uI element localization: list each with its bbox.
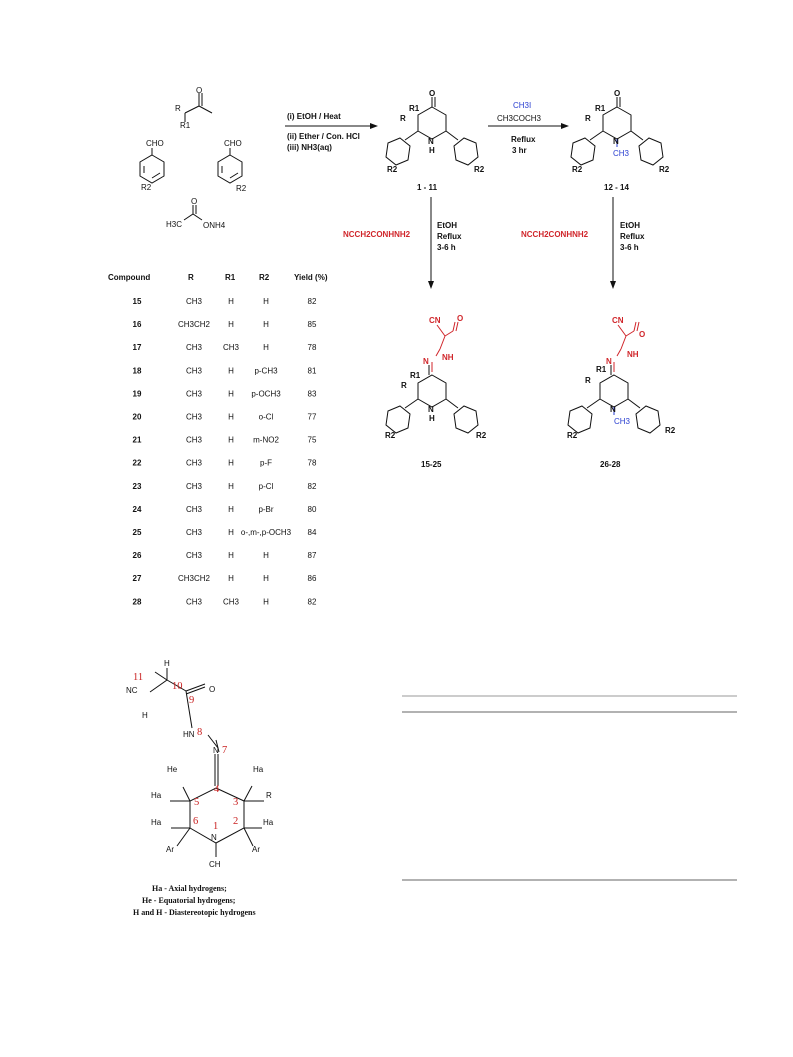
cell-yield: 78 [307, 458, 317, 468]
step1-condition-2: (ii) Ether / Con. HCl [287, 132, 360, 141]
cell-compound: 23 [132, 481, 142, 491]
p2-r1: R1 [596, 365, 607, 374]
hydrazide-arrow-right [521, 197, 645, 289]
num-10: 10 [172, 681, 183, 692]
cell-r: CH3 [185, 343, 203, 353]
num-2: 2 [233, 816, 239, 827]
methylation-reagent: CH3I [513, 101, 532, 110]
table-row [133, 343, 317, 352]
cell-r1: CH3 [222, 597, 240, 607]
cell-r2: p-F [260, 458, 272, 468]
p2-r2-left: R2 [567, 431, 578, 440]
cell-yield: 83 [307, 389, 317, 399]
aldehyde-1 [140, 139, 164, 192]
cell-compound: 17 [132, 343, 142, 353]
p1-o: O [457, 314, 464, 323]
acetate-h3c: H3C [166, 220, 183, 229]
cell-r: CH3CH2 [177, 574, 211, 584]
cell-compound: 24 [132, 504, 142, 514]
product-26-28 [567, 316, 676, 469]
c12-r1: R1 [595, 104, 606, 113]
cell-yield: 87 [307, 551, 317, 561]
cell-r: CH3 [185, 366, 203, 376]
cell-yield: 78 [307, 343, 317, 353]
cell-r: CH3 [185, 481, 203, 491]
hydrazide-reagent-left: NCCH2CONHNH2 [343, 230, 411, 239]
table-row [133, 528, 317, 537]
methylation-solvent: CH3COCH3 [497, 114, 542, 123]
cell-r1: H [228, 412, 234, 422]
header-r: R [188, 273, 194, 282]
aldehyde-2 [218, 139, 247, 193]
atom-ha-3: Ha [253, 765, 264, 774]
table-row [133, 297, 317, 306]
p1-r: R [401, 381, 407, 390]
cell-r2: p-Cl [258, 481, 274, 491]
c12-ch3: CH3 [613, 149, 630, 158]
cell-compound: 22 [132, 458, 142, 468]
cell-r2: p-Br [258, 504, 274, 514]
cell-r1: H [228, 504, 234, 514]
p1-cn: CN [429, 316, 441, 325]
num-5: 5 [194, 797, 200, 808]
legend-axial: Ha - Axial hydrogens; [152, 884, 227, 893]
aldehyde-2-r2: R2 [236, 184, 247, 193]
cell-r1: CH3 [222, 343, 240, 353]
cell-compound: 27 [132, 574, 142, 584]
atom-ar-left: Ar [166, 845, 174, 854]
cell-r: CH3 [185, 435, 203, 445]
cell-yield: 85 [307, 320, 317, 330]
p1-r2-right: R2 [476, 431, 487, 440]
cell-r1: H [228, 389, 234, 399]
cell-r: CH3 [185, 297, 203, 306]
num-6: 6 [193, 816, 199, 827]
cell-compound: 18 [132, 366, 142, 376]
atom-ch: CH [209, 860, 221, 869]
methylation-time: 3 hr [512, 146, 527, 155]
atom-n7: N [213, 746, 219, 755]
cell-r2: p-CH3 [254, 366, 278, 376]
hydrazide-reagent-right: NCCH2CONHNH2 [521, 230, 589, 239]
p2-r2-right: R2 [665, 426, 676, 435]
p1-nh: NH [442, 353, 454, 362]
cell-r: CH3 [185, 389, 203, 399]
ketone-O: O [196, 86, 203, 95]
cell-r1: H [228, 481, 234, 491]
cell-r2: H [263, 551, 269, 561]
table-row [133, 366, 317, 375]
ketone-R1: R1 [180, 121, 191, 130]
cell-yield: 82 [307, 297, 317, 306]
numbered-structure [126, 659, 274, 917]
p2-r: R [585, 376, 591, 385]
cell-r1: H [228, 458, 234, 468]
hydrazide-left-solvent: EtOH [437, 221, 457, 230]
header-r1: R1 [225, 273, 236, 282]
p1-n-imine: N [423, 357, 429, 366]
methylation-arrow [488, 101, 569, 155]
atom-h-top: H [164, 659, 170, 668]
label-15-25: 15-25 [421, 460, 442, 469]
atom-ha-2: Ha [263, 818, 274, 827]
atom-h-bottom: H [142, 711, 148, 720]
cell-r: CH3 [185, 597, 203, 607]
c1-r: R [400, 114, 406, 123]
num-11: 11 [133, 672, 144, 683]
c1-r2-right: R2 [474, 165, 485, 174]
cell-r2: m-NO2 [253, 435, 279, 445]
c12-n: N [613, 137, 619, 146]
cell-compound: 21 [132, 435, 142, 445]
hydrazide-right-solvent: EtOH [620, 221, 640, 230]
table-row [133, 574, 317, 583]
c1-r1: R1 [409, 104, 420, 113]
cell-r1: H [228, 528, 234, 537]
label-12-14: 12 - 14 [604, 183, 629, 192]
c12-o: O [614, 89, 621, 98]
acetate-o: O [191, 197, 198, 206]
cell-r2: o-Cl [258, 412, 274, 422]
p1-r1: R1 [410, 371, 421, 380]
cell-r2: H [263, 297, 269, 306]
cell-yield: 84 [307, 528, 317, 537]
num-8: 8 [197, 727, 203, 738]
cell-r2: H [263, 574, 269, 584]
cell-r2: p-OCH3 [251, 389, 281, 399]
atom-r: R [266, 791, 272, 800]
cell-r1: H [228, 574, 234, 584]
cell-r: CH3 [185, 458, 203, 468]
atom-o: O [209, 685, 216, 694]
aldehyde-1-r2: R2 [141, 183, 152, 192]
atom-nc: NC [126, 686, 138, 695]
p2-n-imine: N [606, 357, 612, 366]
cell-r: CH3 [185, 504, 203, 514]
num-4: 4 [214, 784, 220, 795]
legend-equatorial: He - Equatorial hydrogens; [142, 896, 236, 905]
table-header [108, 273, 328, 282]
cell-r: CH3 [185, 412, 203, 422]
label-26-28: 26-28 [600, 460, 621, 469]
cell-r2: o-,m-,p-OCH3 [240, 528, 292, 537]
cell-yield: 86 [307, 574, 317, 584]
table-row [133, 505, 317, 514]
product-15-25 [385, 314, 487, 469]
p2-n: N [610, 405, 616, 414]
cell-yield: 75 [307, 435, 317, 445]
num-7: 7 [222, 745, 228, 756]
table-row [133, 551, 317, 560]
hydrazide-left-reflux: Reflux [437, 232, 462, 241]
p2-ch3: CH3 [614, 417, 631, 426]
c1-r2-left: R2 [387, 165, 398, 174]
p2-o: O [639, 330, 646, 339]
cell-r: CH3CH2 [177, 320, 211, 330]
num-3: 3 [233, 797, 239, 808]
step1-condition-1: (i) EtOH / Heat [287, 112, 341, 121]
cell-compound: 15 [132, 297, 142, 306]
cell-compound: 28 [132, 597, 142, 607]
c12-r2-left: R2 [572, 165, 583, 174]
p1-n: N [428, 405, 434, 414]
cell-yield: 80 [307, 504, 317, 514]
compound-1-11 [386, 89, 485, 192]
table-row [133, 459, 317, 468]
table-row [133, 436, 317, 445]
cell-r2: H [263, 343, 269, 353]
atom-ha-6: Ha [151, 818, 162, 827]
cell-yield: 81 [307, 366, 317, 376]
table-body [133, 297, 317, 606]
cell-yield: 77 [307, 412, 317, 422]
ketone-R: R [175, 104, 181, 113]
cell-compound: 25 [132, 528, 142, 537]
c12-r: R [585, 114, 591, 123]
cell-yield: 82 [307, 597, 317, 607]
cell-compound: 19 [132, 389, 142, 399]
cell-compound: 20 [132, 412, 142, 422]
cell-r: CH3 [185, 551, 203, 561]
legend-diastereotopic: H and H - Diastereotopic hydrogens [133, 908, 256, 917]
methylation-reflux: Reflux [511, 135, 536, 144]
p2-nh: NH [627, 350, 639, 359]
cell-r1: H [228, 320, 234, 330]
atom-ar-right: Ar [252, 845, 260, 854]
c12-r2-right: R2 [659, 165, 670, 174]
atom-ha-5: Ha [151, 791, 162, 800]
label-1-11: 1 - 11 [417, 183, 438, 192]
table-row [133, 482, 317, 491]
cell-compound: 16 [132, 320, 142, 330]
c1-h: H [429, 146, 435, 155]
aldehyde-1-cho: CHO [146, 139, 164, 148]
table-row [133, 413, 317, 422]
ketone-reagent [175, 86, 212, 130]
compound-12-14 [571, 89, 670, 192]
cell-compound: 26 [132, 551, 142, 561]
cell-r1: H [228, 366, 234, 376]
hydrazide-left-time: 3-6 h [437, 243, 456, 252]
atom-n1: N [211, 833, 217, 842]
table-row [133, 597, 317, 606]
header-yield: Yield (%) [294, 273, 328, 282]
cell-r: CH3 [185, 528, 203, 537]
hydrazide-right-time: 3-6 h [620, 243, 639, 252]
cell-r2: H [263, 320, 269, 330]
aldehyde-2-cho: CHO [224, 139, 242, 148]
empty-table-rules [402, 696, 737, 880]
header-r2: R2 [259, 273, 270, 282]
step1-arrow [285, 112, 378, 152]
cell-r2: H [263, 597, 269, 607]
step1-condition-3: (iii) NH3(aq) [287, 143, 332, 152]
hydrazide-right-reflux: Reflux [620, 232, 645, 241]
acetate-onh4: ONH4 [203, 221, 226, 230]
p1-h: H [429, 414, 435, 423]
table-row [133, 389, 317, 398]
hydrazide-arrow-left [343, 197, 462, 289]
cell-yield: 82 [307, 481, 317, 491]
c1-n: N [428, 137, 434, 146]
cell-r1: H [228, 435, 234, 445]
table-row [133, 320, 317, 329]
header-compound: Compound [108, 273, 151, 282]
compound-table [108, 273, 328, 606]
num-1: 1 [213, 821, 219, 832]
cell-r1: H [228, 297, 234, 306]
ammonium-acetate [166, 197, 226, 230]
num-9: 9 [189, 695, 195, 706]
atom-hn: HN [183, 730, 195, 739]
c1-o: O [429, 89, 436, 98]
p2-cn: CN [612, 316, 624, 325]
cell-r1: H [228, 551, 234, 561]
p1-r2-left: R2 [385, 431, 396, 440]
atom-he: He [167, 765, 178, 774]
